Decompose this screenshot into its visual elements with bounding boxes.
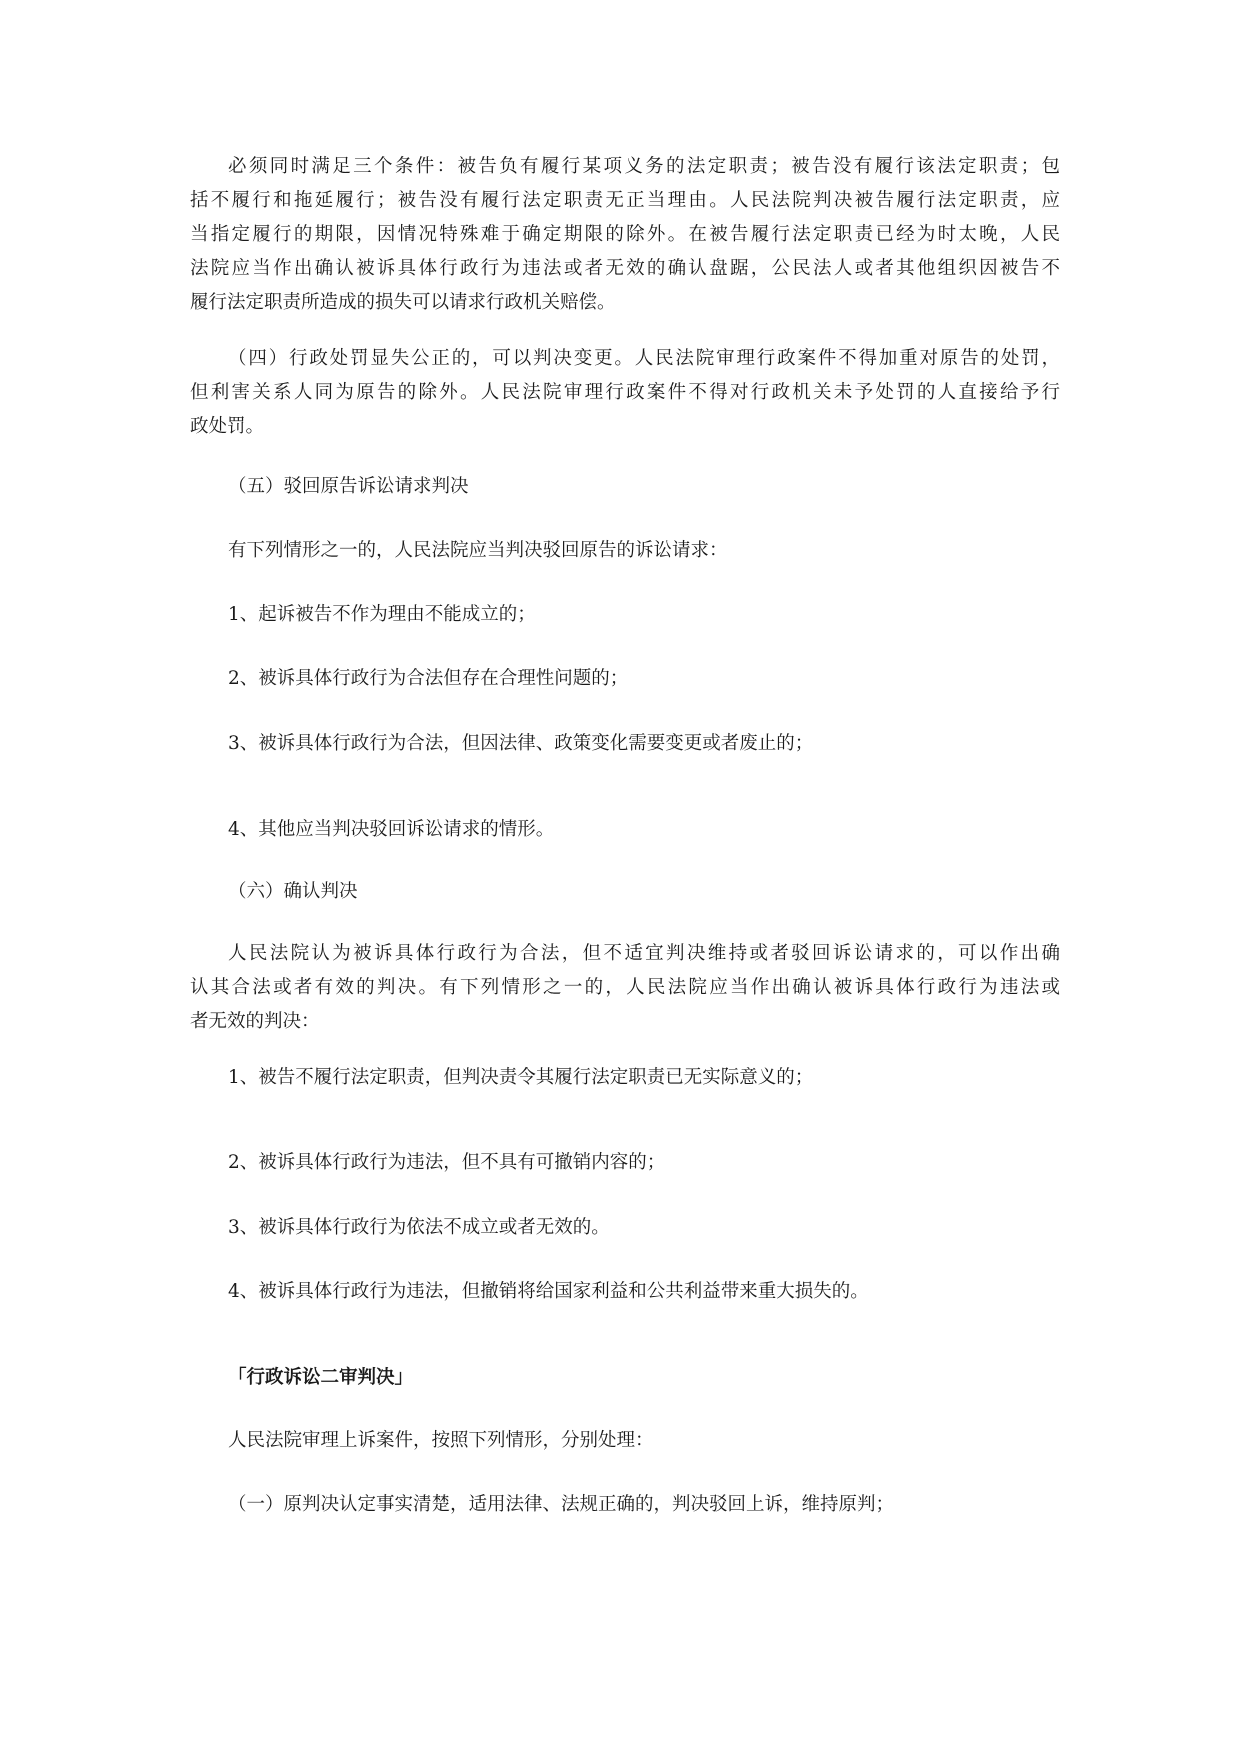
appeal-item: （一）原判决认定事实清楚，适用法律、法规正确的，判决驳回上诉，维持原判； (228, 1494, 895, 1515)
paragraph-line: 者无效的判决： (190, 1011, 320, 1032)
paragraph-line: 但利害关系人同为原告的除外。人民法院审理行政案件不得对行政机关未予处罚的人直接给予行 (190, 382, 1060, 403)
section-heading: 「行政诉讼二审判决」 (228, 1367, 414, 1388)
paragraph-line: 政处罚。 (190, 416, 265, 437)
paragraph-section-4 (190, 342, 1060, 444)
paragraph-conditions (190, 150, 1060, 320)
paragraph-line: 履行法定职责所造成的损失可以请求行政机关赔偿。 (190, 292, 616, 313)
paragraph-line: 人民法院认为被诉具体行政行为合法，但不适宜判决维持或者驳回诉讼请求的，可以作出确 (228, 943, 1060, 964)
appeal-intro: 人民法院审理上诉案件，按照下列情形，分别处理： (228, 1430, 654, 1451)
paragraph-line: 认其合法或者有效的判决。有下列情形之一的，人民法院应当作出确认被诉具体行政行为违法或 (190, 977, 1060, 998)
section-5-intro: 有下列情形之一的，人民法院应当判决驳回原告的诉讼请求： (228, 540, 728, 561)
section-6-item: 4、被诉具体行政行为违法，但撤销将给国家利益和公共利益带来重大损失的。 (228, 1281, 869, 1302)
section-5-item: 4、其他应当判决驳回诉讼请求的情形。 (228, 819, 555, 840)
section-6-item: 3、被诉具体行政行为依法不成立或者无效的。 (228, 1217, 610, 1238)
section-5-title: （五）驳回原告诉讼请求判决 (228, 476, 469, 497)
section-6-item: 1、被告不履行法定职责，但判决责令其履行法定职责已无实际意义的； (228, 1067, 814, 1088)
paragraph-confirmation (190, 937, 1060, 1039)
paragraph-line: 括不履行和拖延履行；被告没有履行法定职责无正当理由。人民法院判决被告履行法定职责，应 (190, 190, 1060, 211)
section-5-item: 2、被诉具体行政行为合法但存在合理性问题的； (228, 668, 629, 689)
section-5-item: 3、被诉具体行政行为合法，但因法律、政策变化需要变更或者废止的； (228, 733, 814, 754)
paragraph-line: （四）行政处罚显失公正的，可以判决变更。人民法院审理行政案件不得加重对原告的处罚， (228, 348, 1060, 369)
section-5-item: 1、起诉被告不作为理由不能成立的； (228, 604, 536, 625)
paragraph-line: 必须同时满足三个条件：被告负有履行某项义务的法定职责；被告没有履行该法定职责；包 (228, 156, 1060, 177)
section-6-title: （六）确认判决 (228, 881, 358, 902)
paragraph-line: 当指定履行的期限，因情况特殊难于确定期限的除外。在被告履行法定职责已经为时太晚，人民 (190, 224, 1060, 245)
paragraph-line: 法院应当作出确认被诉具体行政行为违法或者无效的确认盘踞，公民法人或者其他组织因被告不 (190, 258, 1060, 279)
section-6-item: 2、被诉具体行政行为违法，但不具有可撤销内容的； (228, 1152, 666, 1173)
